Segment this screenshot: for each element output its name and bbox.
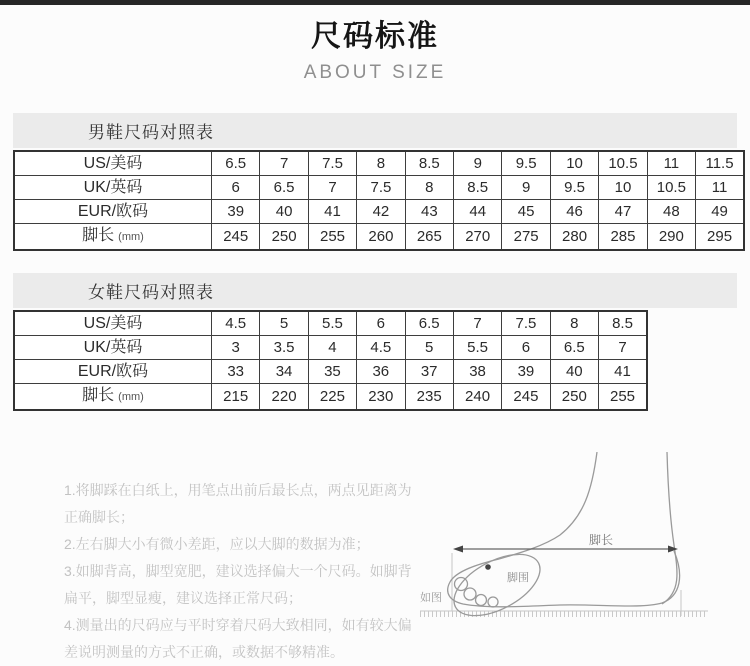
size-cell: 5 [260,311,308,336]
size-cell: 8.5 [599,311,648,336]
size-table-row [14,224,744,251]
page-title: 尺码标准 [311,20,439,53]
size-cell: 235 [405,384,453,411]
foot-outline [499,452,597,559]
size-cell: 9 [454,151,502,176]
women-table-heading: 女鞋尺码对照表 [88,283,214,302]
size-cell: 37 [405,360,453,384]
size-cell: 5 [405,336,453,360]
size-cell: 8 [550,311,598,336]
size-cell: 38 [453,360,501,384]
size-cell: 9 [502,176,550,200]
size-cell: 6 [357,311,405,336]
size-row-label: US/美码 [14,151,212,176]
size-cell: 280 [550,224,598,251]
size-cell: 9.5 [550,176,598,200]
arrowhead-right-icon [668,546,678,553]
size-cell: 8 [357,151,405,176]
size-row-label: UK/英码 [14,176,212,200]
size-cell: 43 [405,200,453,224]
size-cell: 7 [599,336,648,360]
size-cell: 6.5 [260,176,308,200]
size-cell: 7 [453,311,501,336]
size-cell: 270 [454,224,502,251]
size-cell: 6.5 [405,311,453,336]
instruction-item: 2.左右脚大小有微小差距，应以大脚的数据为准； [64,536,370,552]
size-cell: 34 [260,360,308,384]
size-table-row [14,360,647,384]
size-cell: 255 [308,224,356,251]
size-cell: 250 [550,384,598,411]
size-cell: 290 [647,224,695,251]
size-cell: 7 [308,176,356,200]
size-cell: 40 [550,360,598,384]
as-shown-label: 如图 [420,592,442,604]
size-cell: 11.5 [696,151,744,176]
size-cell: 40 [260,200,308,224]
size-cell: 4 [308,336,356,360]
size-table-row [14,176,744,200]
size-cell: 7.5 [308,151,356,176]
size-cell: 245 [212,224,260,251]
size-row-label: UK/英码 [14,336,212,360]
size-cell: 44 [454,200,502,224]
instruction-item: 1.将脚踩在白纸上，用笔点出前后最长点，两点见距离为正确脚长； [64,482,412,525]
size-cell: 250 [260,224,308,251]
girth-point-dot [485,564,491,570]
size-cell: 265 [405,224,453,251]
size-cell: 42 [357,200,405,224]
size-cell: 230 [357,384,405,411]
size-cell: 8 [405,176,453,200]
foot-outline [448,551,680,607]
size-row-label: 脚长 (mm) [14,384,212,411]
toe-icon [476,595,487,606]
size-cell: 220 [260,384,308,411]
size-cell: 47 [599,200,647,224]
size-cell: 11 [696,176,744,200]
size-cell: 7.5 [357,176,405,200]
size-table-row [14,336,647,360]
size-cell: 11 [647,151,695,176]
foot-outline [662,452,677,604]
size-cell: 45 [502,200,550,224]
size-cell: 41 [308,200,356,224]
toe-icon [488,597,498,607]
size-cell: 35 [308,360,356,384]
size-cell: 285 [599,224,647,251]
size-cell: 10 [550,151,598,176]
size-cell: 8.5 [454,176,502,200]
size-row-label: 脚长 (mm) [14,224,212,251]
size-cell: 7.5 [502,311,550,336]
size-cell: 215 [212,384,260,411]
measuring-instructions [64,477,422,666]
size-cell: 275 [502,224,550,251]
unit-label: (mm) [118,231,144,243]
men-table-heading: 男鞋尺码对照表 [88,123,214,142]
toe-icon [464,588,476,600]
size-cell: 4.5 [357,336,405,360]
size-cell: 46 [550,200,598,224]
size-cell: 5.5 [453,336,501,360]
size-cell: 10 [599,176,647,200]
foot-measurement-diagram [415,452,750,649]
size-cell: 6.5 [212,151,260,176]
women-size-table [13,310,648,411]
men-table-heading-band [13,113,737,148]
arrowhead-left-icon [453,546,463,553]
page-subtitle: ABOUT SIZE [303,62,447,83]
size-cell: 5.5 [308,311,356,336]
size-row-label: EUR/欧码 [14,360,212,384]
size-cell: 255 [599,384,648,411]
men-size-table [13,150,745,251]
size-cell: 4.5 [212,311,260,336]
size-cell: 260 [357,224,405,251]
size-cell: 10.5 [599,151,647,176]
size-cell: 10.5 [647,176,695,200]
size-cell: 8.5 [405,151,453,176]
size-cell: 39 [212,200,260,224]
size-cell: 33 [212,360,260,384]
women-table-heading-band [13,273,737,308]
size-cell: 6 [502,336,550,360]
length-label: 脚长 [589,533,614,547]
size-cell: 3.5 [260,336,308,360]
size-cell: 245 [502,384,550,411]
girth-label: 脚围 [507,572,529,584]
size-cell: 7 [260,151,308,176]
size-cell: 6.5 [550,336,598,360]
size-cell: 225 [308,384,356,411]
size-cell: 295 [696,224,744,251]
size-row-label: US/美码 [14,311,212,336]
size-table-row [14,200,744,224]
size-row-label: EUR/欧码 [14,200,212,224]
size-cell: 3 [212,336,260,360]
size-cell: 48 [647,200,695,224]
instruction-item: 4.测量出的尺码应与平时穿着尺码大致相同，如有较大偏差说明测量的方式不正确，或数据不够精准。 [64,617,412,660]
size-table-row [14,384,647,411]
instruction-item: 3.如脚背高，脚型宽肥，建议选择偏大一个尺码。如脚背扁平，脚型显瘦，建议选择正常尺码； [64,563,412,606]
size-table-row [14,311,647,336]
top-bar [0,0,750,5]
unit-label: (mm) [118,391,144,403]
size-cell: 36 [357,360,405,384]
size-table-row [14,151,744,176]
size-cell: 49 [696,200,744,224]
size-cell: 240 [453,384,501,411]
size-cell: 41 [599,360,648,384]
size-cell: 39 [502,360,550,384]
size-cell: 9.5 [502,151,550,176]
size-cell: 6 [212,176,260,200]
